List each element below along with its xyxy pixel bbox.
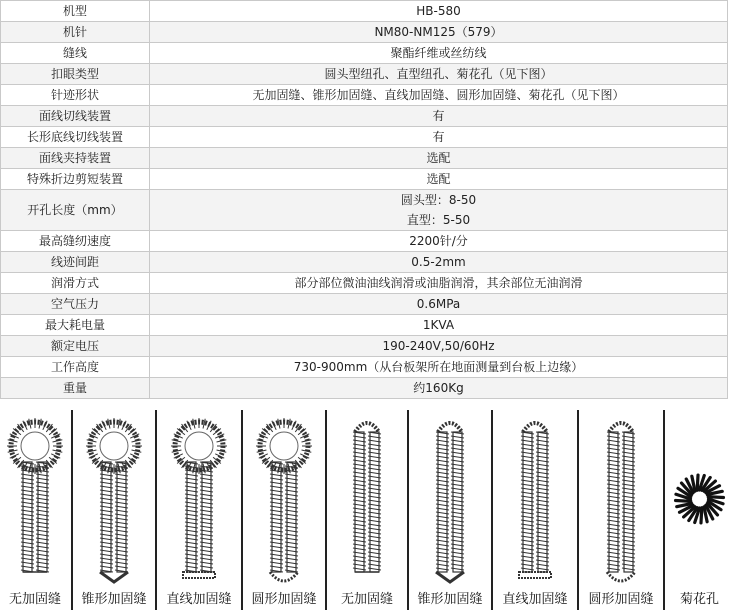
table-row bbox=[1, 294, 728, 315]
row-label: 最高缝纫速度 bbox=[1, 231, 150, 252]
straight-no-bartack-icon bbox=[328, 404, 406, 584]
diagram-caption: 无加固缝 bbox=[340, 592, 393, 607]
diagram-item bbox=[494, 404, 576, 613]
diagram-item bbox=[666, 404, 733, 613]
row-value-line: 圆头型：8-50 bbox=[400, 193, 477, 207]
divider bbox=[71, 410, 73, 610]
table-row bbox=[1, 273, 728, 294]
row-value: 0.6MPa bbox=[150, 294, 728, 315]
table-row bbox=[1, 127, 728, 148]
row-value: 1KVA bbox=[150, 315, 728, 336]
table-row bbox=[1, 231, 728, 252]
row-label: 面线夹持装置 bbox=[1, 148, 150, 169]
diagram-item bbox=[74, 404, 154, 613]
table-row bbox=[1, 169, 728, 190]
keyhole-no-bartack-icon bbox=[0, 404, 70, 584]
row-label: 空气压力 bbox=[1, 294, 150, 315]
row-value: HB-580 bbox=[150, 1, 728, 22]
keyhole-straight-bartack-icon bbox=[158, 404, 240, 584]
row-label: 针迹形状 bbox=[1, 85, 150, 106]
diagram-item bbox=[0, 404, 70, 613]
row-label: 机针 bbox=[1, 22, 150, 43]
row-value: 无加固缝、锥形加固缝、直线加固缝、圆形加固缝、菊花孔（见下图） bbox=[150, 85, 728, 106]
row-label: 额定电压 bbox=[1, 336, 150, 357]
table-row bbox=[1, 1, 728, 22]
table-row bbox=[1, 22, 728, 43]
row-value-line: 直型：5-50 bbox=[406, 213, 471, 227]
keyhole-taper-bartack-icon bbox=[74, 404, 154, 584]
row-value: 190-240V,50/60Hz bbox=[150, 336, 728, 357]
diagram-caption: 菊花孔 bbox=[679, 592, 719, 607]
row-label: 线迹间距 bbox=[1, 252, 150, 273]
diagram-caption: 直线加固缝 bbox=[166, 592, 232, 607]
row-value: 聚酯纤维或丝纺线 bbox=[150, 43, 728, 64]
divider bbox=[155, 410, 157, 610]
table-row bbox=[1, 106, 728, 127]
row-label: 面线切线装置 bbox=[1, 106, 150, 127]
table-row bbox=[1, 190, 728, 231]
row-value: 有 bbox=[150, 127, 728, 148]
diagram-caption: 锥形加固缝 bbox=[417, 592, 483, 607]
row-label: 润滑方式 bbox=[1, 273, 150, 294]
row-value: 选配 bbox=[150, 169, 728, 190]
row-value: 约160Kg bbox=[150, 378, 728, 399]
row-label: 重量 bbox=[1, 378, 150, 399]
table-row bbox=[1, 64, 728, 85]
diagram-caption: 直线加固缝 bbox=[502, 592, 568, 607]
row-label: 特殊折边剪短装置 bbox=[1, 169, 150, 190]
diagram-item bbox=[580, 404, 662, 613]
diagram-item bbox=[244, 404, 324, 613]
diagram-caption: 圆形加固缝 bbox=[588, 592, 654, 607]
row-value: 有 bbox=[150, 106, 728, 127]
diagram-caption: 圆形加固缝 bbox=[251, 592, 317, 607]
diagram-item bbox=[158, 404, 240, 613]
divider bbox=[407, 410, 409, 610]
row-label: 机型 bbox=[1, 1, 150, 22]
divider bbox=[663, 410, 665, 610]
divider bbox=[491, 410, 493, 610]
row-label: 工作高度 bbox=[1, 357, 150, 378]
row-label: 长形底线切线装置 bbox=[1, 127, 150, 148]
row-value: 2200针/分 bbox=[150, 231, 728, 252]
table-row bbox=[1, 85, 728, 106]
diagram-item bbox=[328, 404, 406, 613]
straight-straight-bartack-icon bbox=[494, 404, 576, 584]
divider bbox=[325, 410, 327, 610]
stitch-diagrams bbox=[0, 404, 733, 613]
row-value bbox=[150, 190, 728, 231]
eyelet-flower-icon bbox=[666, 404, 733, 584]
row-value: 选配 bbox=[150, 148, 728, 169]
keyhole-round-bartack-icon bbox=[244, 404, 324, 584]
table-row bbox=[1, 336, 728, 357]
straight-round-bartack-icon bbox=[580, 404, 662, 584]
row-value: 730-900mm（从台板架所在地面测量到台板上边缘） bbox=[150, 357, 728, 378]
row-label: 开孔长度（mm） bbox=[1, 190, 150, 231]
diagram-item bbox=[410, 404, 490, 613]
divider bbox=[577, 410, 579, 610]
row-label: 缝线 bbox=[1, 43, 150, 64]
table-row bbox=[1, 315, 728, 336]
table-row bbox=[1, 148, 728, 169]
table-row bbox=[1, 378, 728, 399]
diagram-caption: 锥形加固缝 bbox=[81, 592, 147, 607]
row-value: NM80-NM125（579） bbox=[150, 22, 728, 43]
row-value: 圆头型纽孔、直型纽孔、菊花孔（见下图） bbox=[150, 64, 728, 85]
row-label: 扣眼类型 bbox=[1, 64, 150, 85]
table-row bbox=[1, 357, 728, 378]
divider bbox=[241, 410, 243, 610]
row-label: 最大耗电量 bbox=[1, 315, 150, 336]
diagram-caption: 无加固缝 bbox=[8, 592, 61, 607]
straight-taper-bartack-icon bbox=[410, 404, 490, 584]
table-row bbox=[1, 252, 728, 273]
row-value: 部分部位微油油线润滑或油脂润滑，其余部位无油润滑 bbox=[150, 273, 728, 294]
table-row bbox=[1, 43, 728, 64]
row-value: 0.5-2mm bbox=[150, 252, 728, 273]
